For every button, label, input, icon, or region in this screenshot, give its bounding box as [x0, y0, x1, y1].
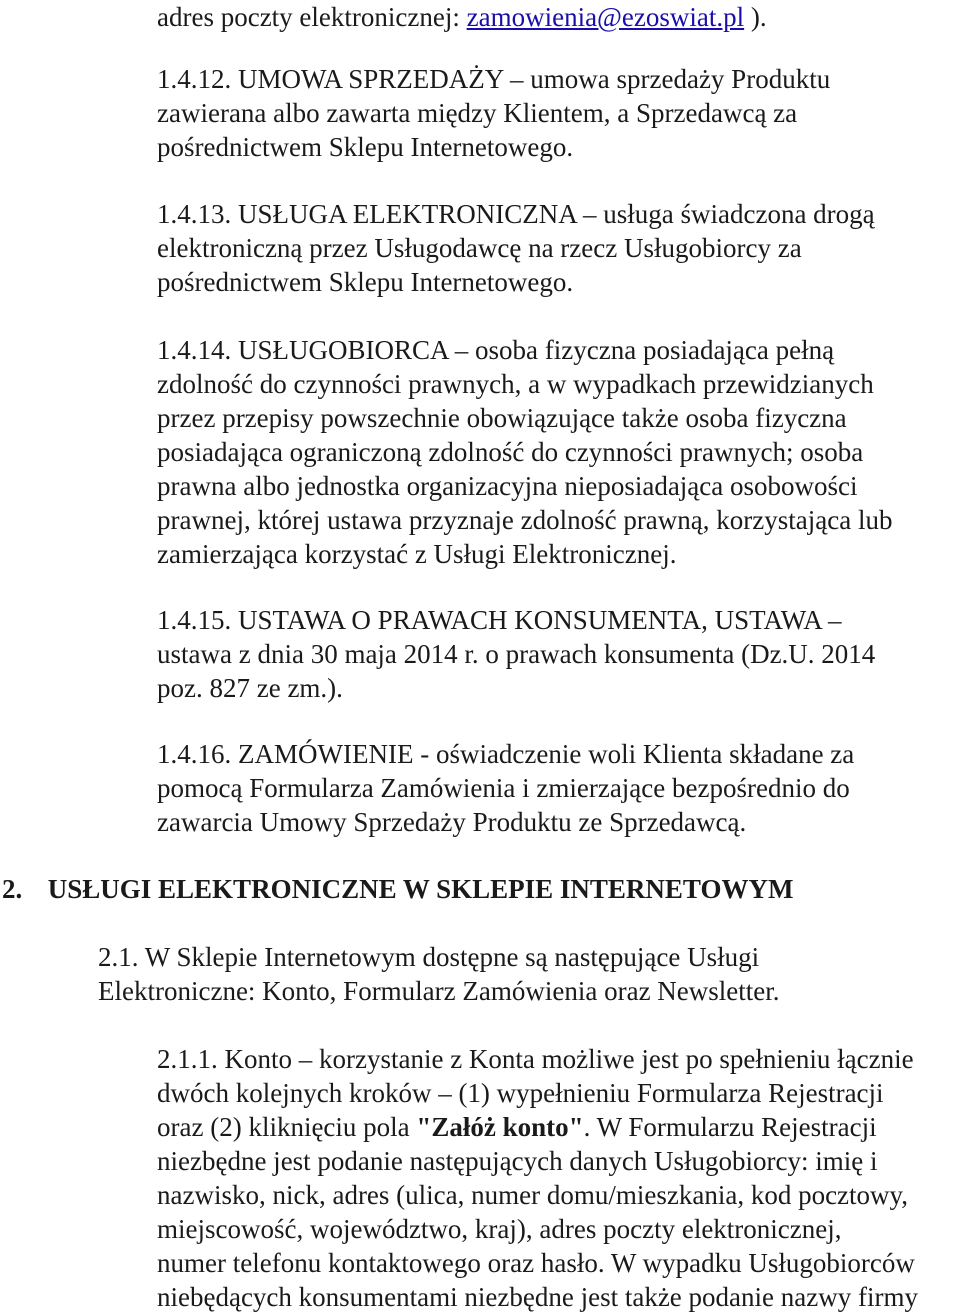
definition-1-4-13	[157, 197, 875, 299]
clause-line-with-bold	[157, 1110, 918, 1144]
definition-line: prawnej, której ustawa przyznaje zdolność prawną, korzystająca lub	[157, 505, 893, 535]
clause-line: miejscowość, województwo, kraj), adres poczty elektronicznej,	[157, 1214, 842, 1244]
section-number: 2.	[2, 874, 23, 904]
definition-line: 1.4.16. ZAMÓWIENIE - oświadczenie woli Klienta składane za	[157, 739, 855, 769]
clause-line: numer telefonu kontaktowego oraz hasło. W wypadku Usługobiorców	[157, 1248, 915, 1278]
clause-line: 2.1.1. Konto – korzystanie z Konta możliwe jest po spełnieniu łącznie	[157, 1044, 914, 1074]
clause-line: niebędących konsumentami niezbędne jest także podanie nazwy firmy	[157, 1282, 918, 1312]
definition-line: ustawa z dnia 30 maja 2014 r. o prawach konsumenta (Dz.U. 2014	[157, 639, 876, 669]
section-2-heading	[2, 872, 793, 906]
definition-line: zamierzająca korzystać z Usługi Elektronicznej.	[157, 539, 677, 569]
clause-text: oraz (2) kliknięciu pola	[157, 1112, 417, 1142]
definition-line: 1.4.14. USŁUGOBIORCA – osoba fizyczna posiadająca pełną	[157, 335, 835, 365]
definition-line: pośrednictwem Sklepu Internetowego.	[157, 267, 574, 297]
definition-1-4-14	[157, 333, 892, 571]
definition-line: 1.4.15. USTAWA O PRAWACH KONSUMENTA, USTAWA –	[157, 605, 842, 635]
definition-line: 1.4.12. UMOWA SPRZEDAŻY – umowa sprzedaży Produktu	[157, 64, 831, 94]
section-title: USŁUGI ELEKTRONICZNE W SKLEPIE INTERNETOWYM	[47, 874, 794, 904]
clause-text: . W Formularzu Rejestracji	[583, 1112, 877, 1142]
definition-1-4-12	[157, 62, 830, 164]
definition-line: elektroniczną przez Usługodawcę na rzecz Usługobiorcy za	[157, 233, 802, 263]
clause-2-1	[98, 940, 780, 1008]
definition-line: zawarcia Umowy Sprzedaży Produktu ze Sprzedawcą.	[157, 807, 747, 837]
definition-line: prawna albo jednostka organizacyjna nieposiadająca osobowości	[157, 471, 858, 501]
definition-line: zawierana albo zawarta między Klientem, a Sprzedawcą za	[157, 98, 798, 128]
clause-2-1-1	[157, 1042, 918, 1314]
definition-line: poz. 827 ze zm.).	[157, 673, 343, 703]
definition-line: pośrednictwem Sklepu Internetowego.	[157, 132, 574, 162]
clause-line: Elektroniczne: Konto, Formularz Zamówienia oraz Newsletter.	[98, 976, 780, 1006]
definition-line: pomocą Formularza Zamówienia i zmierzające bezpośrednio do	[157, 773, 850, 803]
definition-line: 1.4.13. USŁUGA ELEKTRONICZNA – usługa świadczona drogą	[157, 199, 875, 229]
clause-line: 2.1. W Sklepie Internetowym dostępne są następujące Usługi	[98, 942, 760, 972]
clause-line: niezbędne jest podanie następujących danych Usługobiorcy: imię i	[157, 1146, 878, 1176]
definition-1-4-15	[157, 603, 875, 705]
intro-email-line	[157, 0, 767, 34]
email-link[interactable]: zamowienia@ezoswiat.pl	[466, 2, 745, 32]
definition-line: przez przepisy powszechnie obowiązujące także osoba fizyczna	[157, 403, 847, 433]
clause-line: dwóch kolejnych kroków – (1) wypełnieniu Formularza Rejestracji	[157, 1078, 884, 1108]
definition-1-4-16	[157, 737, 854, 839]
clause-line: nazwisko, nick, adres (ulica, numer domu/mieszkania, kod pocztowy,	[157, 1180, 909, 1210]
create-account-field-label: "Załóż konto"	[416, 1112, 584, 1142]
intro-text-end: ).	[744, 2, 767, 32]
definition-line: zdolność do czynności prawnych, a w wypadkach przewidzianych	[157, 369, 874, 399]
intro-text: adres poczty elektronicznej:	[157, 2, 467, 32]
definition-line: posiadająca ograniczoną zdolność do czynności prawnych; osoba	[157, 437, 864, 467]
